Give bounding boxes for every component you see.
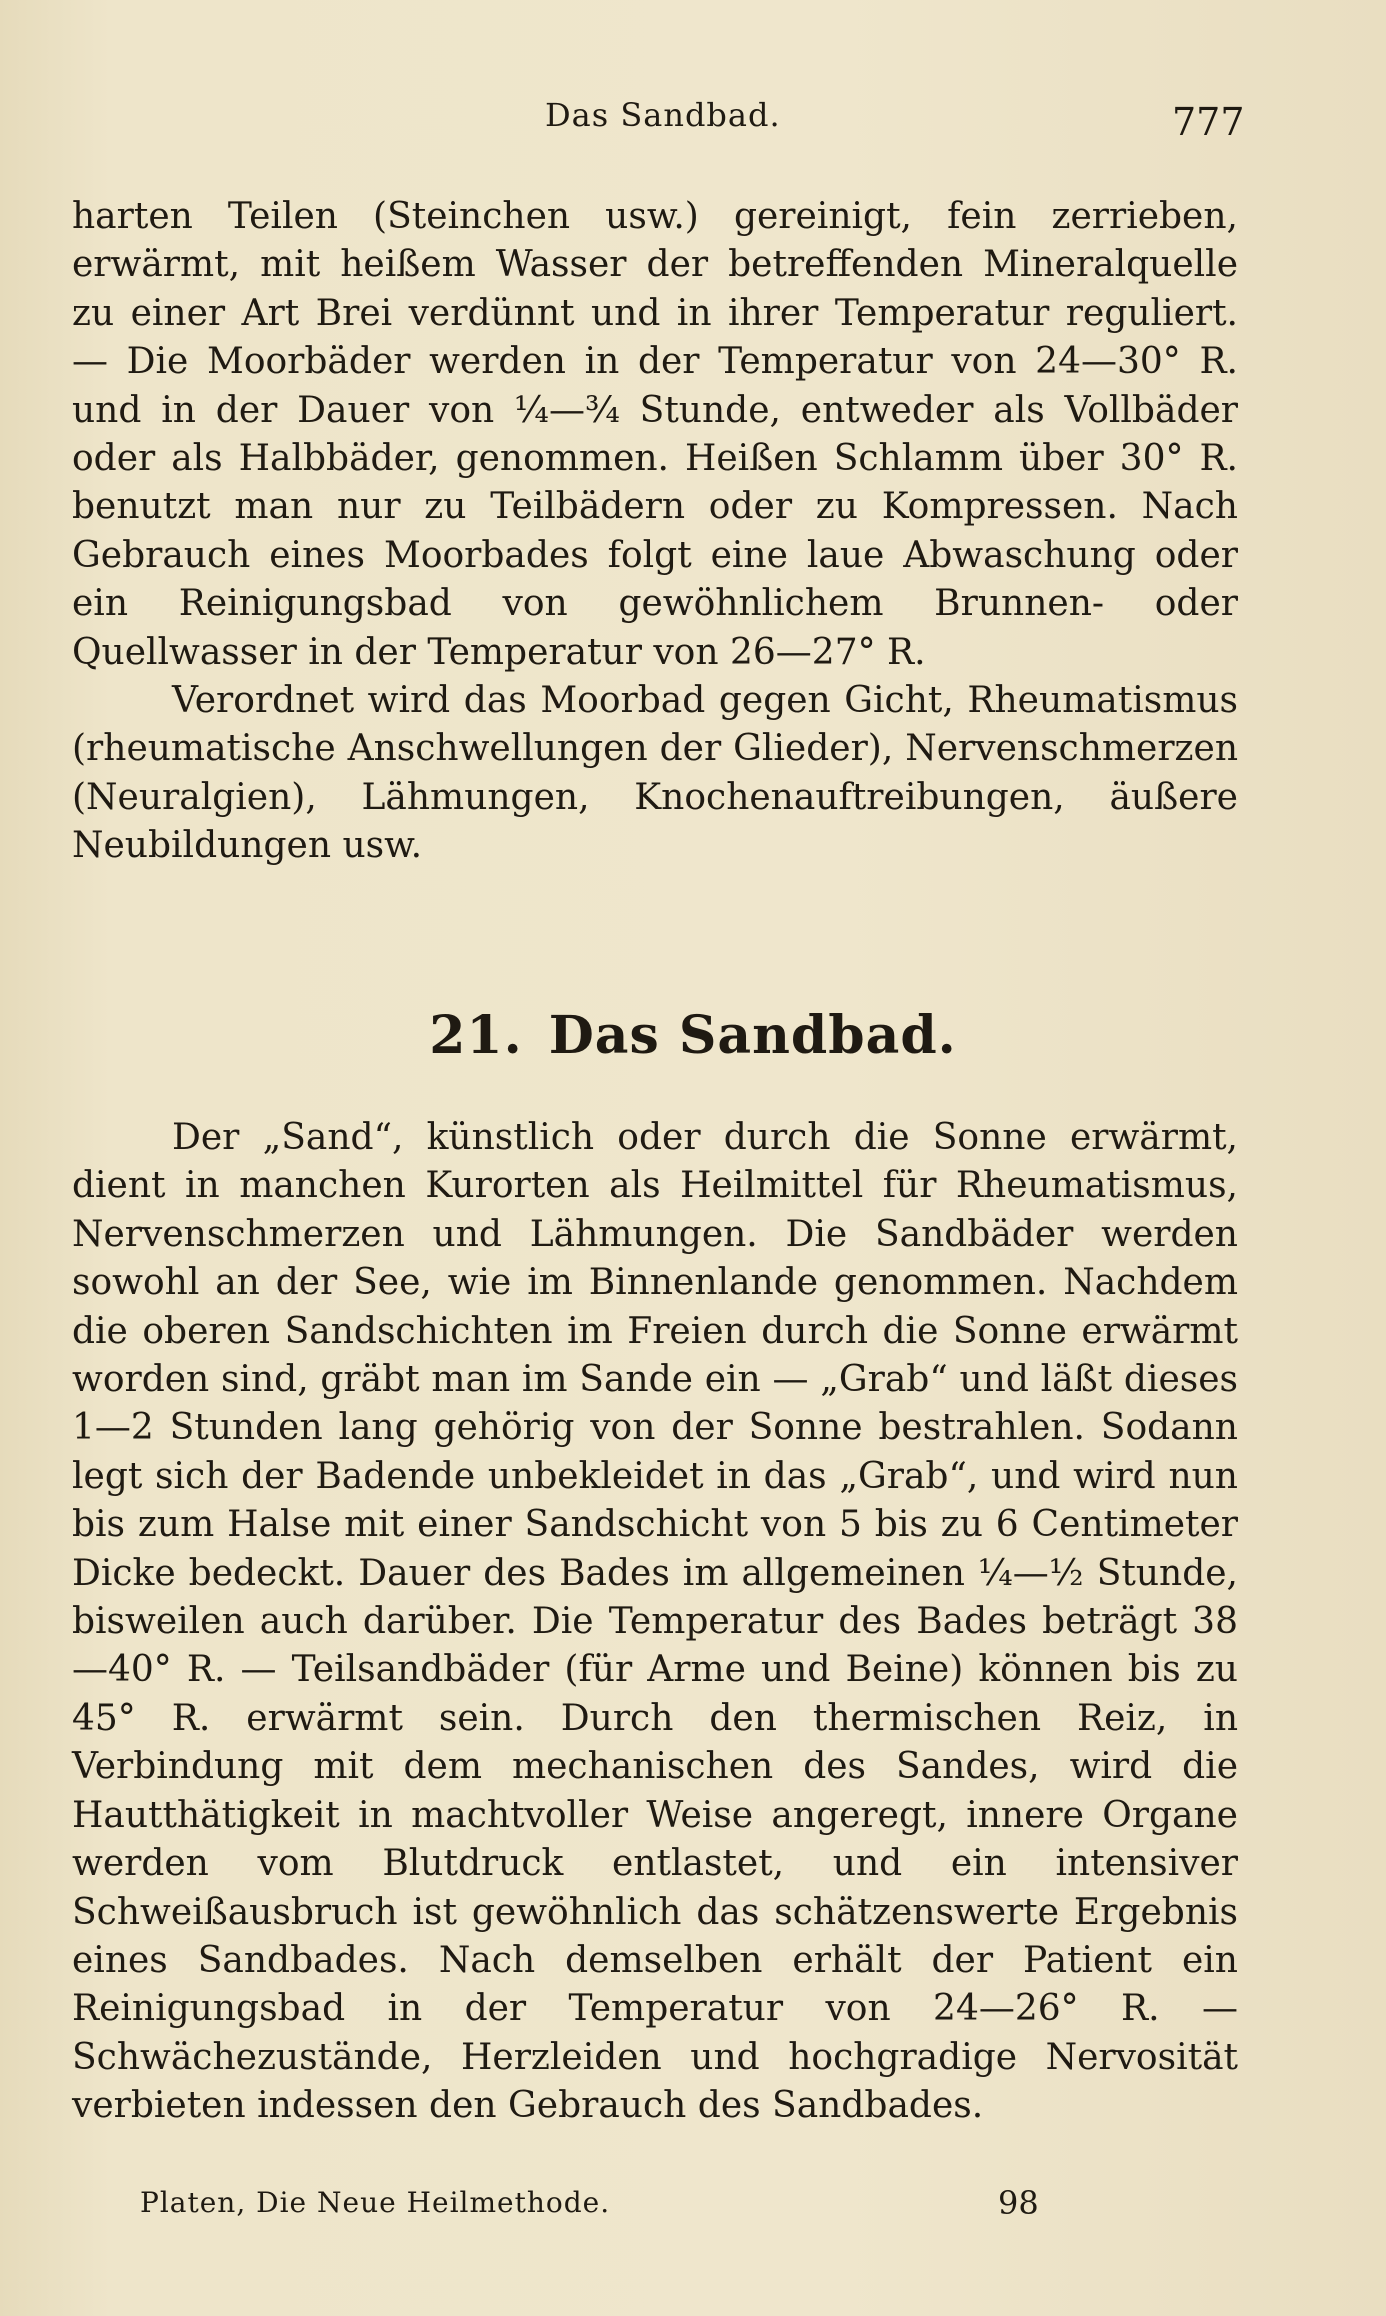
continuation-text: [72, 193, 1238, 871]
chapter-heading: [0, 1005, 1386, 1066]
paragraph: Der „Sand“, künstlich oder durch die Sonne erwärmt, dient in manchen Kurorten als Heilmittel für Rheumatismus, Nervenschmerzen und Lähmungen. Die Sandbäder werden sowohl an der See, wie im Binnenlande genommen. Nachdem die oberen Sandschichten im Freien durch die Sonne erwärmt worden sind, gräbt man im Sande ein — „Grab“ und läßt dieses 1—2 Stunden lang gehörig von der Sonne bestrahlen. Sodann legt sich der Badende unbekleidet in das „Grab“, und wird nun bis zum Halse mit einer Sandschicht von 5 bis zu 6 Centimeter Dicke bedeckt. Dauer des Bades im allgemeinen ¼—½ Stunde, bisweilen auch darüber. Die Temperatur des Bades beträgt 38—40° R. — Teilsandbäder (für Arme und Beine) können bis zu 45° R. erwärmt sein. Durch den thermischen Reiz, in Verbindung mit dem mechanischen des Sandes, wird die Hautthätigkeit in machtvoller Weise angeregt, innere Organe werden vom Blutdruck entlastet, und ein intensiver Schweißausbruch ist gewöhnlich das schätzenswerte Ergebnis eines Sandbades. Nach demselben erhält der Patient ein Reinigungsbad in der Temperatur von 24—26° R. — Schwächezustände, Herzleiden und hochgradige Nervosität verbieten indessen den Gebrauch des Sandbades.: [72, 1117, 1238, 2127]
footer-signature: Platen, Die Neue Heilmethode.: [140, 2186, 611, 2219]
paragraph: Verordnet wird das Moorbad gegen Gicht, Rheumatismus (rheumatische Anschwellungen der Glieder), Nervenschmerzen (Neuralgien), Lähmungen, Knochenauftreibungen, äußere Neubildungen usw.: [72, 680, 1238, 867]
chapter-title: Das Sandbad.: [548, 1005, 957, 1066]
chapter-text: [72, 1114, 1238, 2131]
running-title: Das Sandbad.: [545, 96, 781, 134]
footer-sheet-number: 98: [998, 2184, 1039, 2222]
chapter-number: 21.: [429, 1005, 523, 1066]
paragraph: harten Teilen (Steinchen usw.) gereinigt, fein zerrieben, erwärmt, mit heißem Wasser der betreffenden Mineralquelle zu einer Art Brei verdünnt und in ihrer Temperatur reguliert. — Die Moorbäder werden in der Temperatur von 24—30° R. und in der Dauer von ¼—¾ Stunde, entweder als Vollbäder oder als Halbbäder, genommen. Heißen Schlamm über 30° R. benutzt man nur zu Teilbädern oder zu Kompressen. Nach Gebrauch eines Moorbades folgt eine laue Abwaschung oder ein Reinigungsbad von gewöhnlichem Brunnen- oder Quellwasser in der Temperatur von 26—27° R.: [72, 196, 1238, 673]
page-number: 777: [1172, 100, 1245, 144]
